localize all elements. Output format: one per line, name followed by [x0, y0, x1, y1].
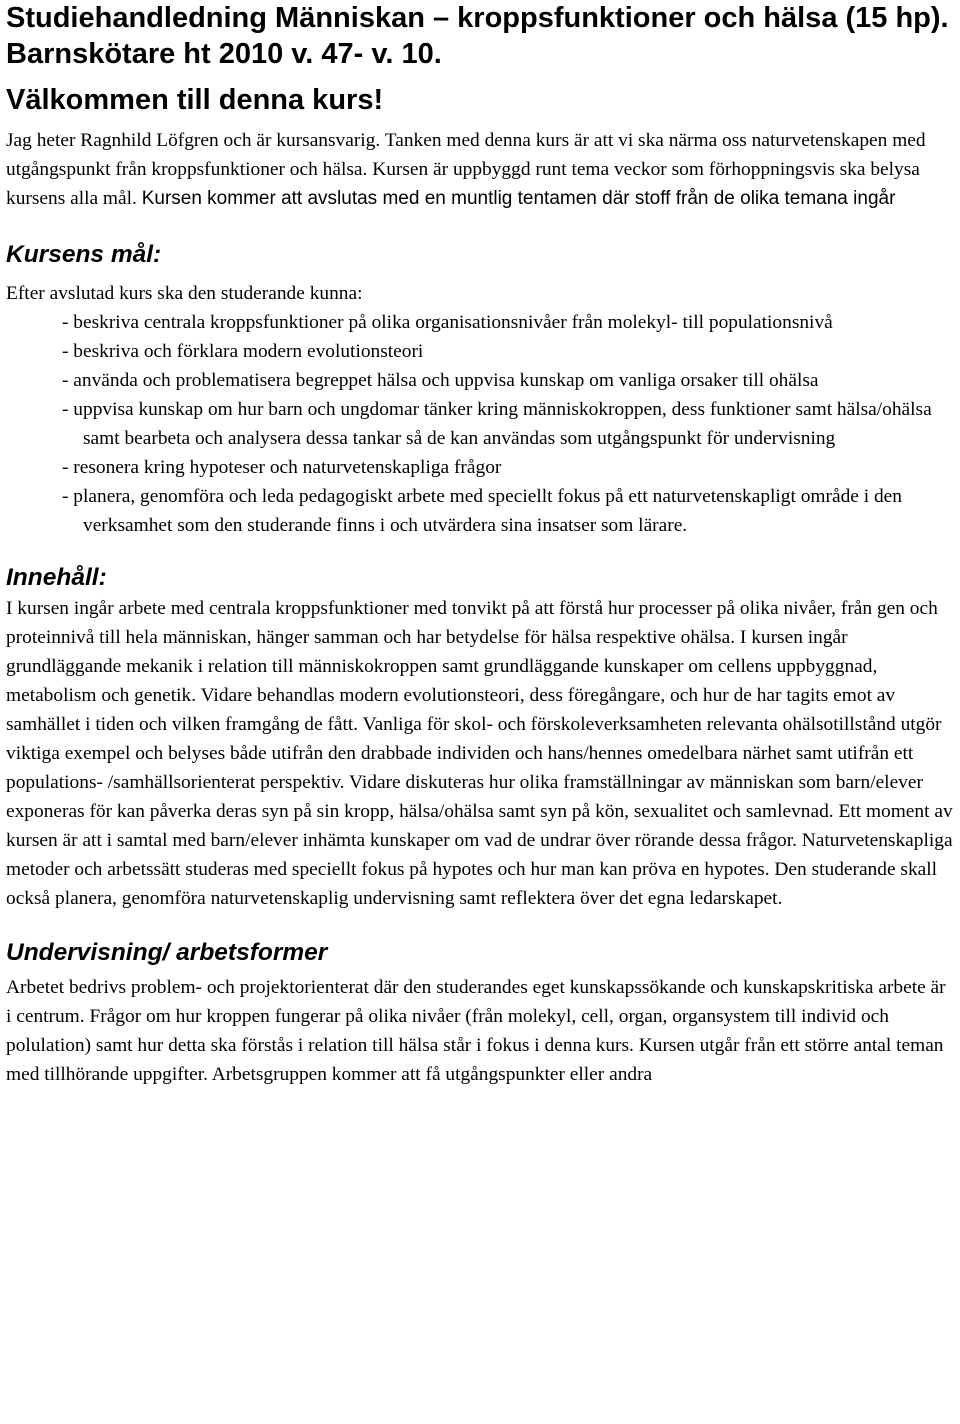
teaching-text: Arbetet bedrivs problem- och projektorienterat där den studerandes eget kunskapssökande och kunskapskritiska arbete är i centrum. Frågor om hur kroppen fungerar på olika nivåer (från molekyl, cell, organ, organsystem till individ och polulation) samt hur detta ska förstås i relation till hälsa står i fokus i denna kurs. Kursen utgår från ett större antal teman med tillhörande uppgifter. Arbetsgruppen kommer att få utgångspunkter eller andra: [6, 977, 946, 1085]
goal-item: - beskriva centrala kroppsfunktioner på olika organisationsnivåer från molekyl- till populationsnivå: [62, 312, 833, 333]
welcome-heading: Välkommen till denna kurs!: [6, 84, 384, 116]
teaching-heading: Undervisning/ arbetsformer: [6, 939, 328, 966]
goal-item: - resonera kring hypoteser och naturvetenskapliga frågor: [62, 457, 502, 478]
goal-item: - beskriva och förklara modern evolutionsteori: [62, 341, 424, 362]
goals-list: [6, 308, 954, 540]
content-paragraph: I kursen ingår arbete med centrala kroppsfunktioner med tonvikt på att förstå hur processer på olika nivåer, från gen och proteinnivå till hela människan, hänger samman och har betydelse för hälsa respektive ohälsa. I kursen ingår grundläggande mekanik i relation till människokroppen samt grundläggande kunskaper om cellens uppbyggnad, metabolism och genetik. Vidare behandlas modern evolutionsteori, dess föregångare, och hur de har tagits emot av samhället i tiden och vilken framgång de fått. Vanliga för skol- och förskoleverksamheten relevanta ohälsotillstånd utgör viktiga exempel och belyses både utifrån den drabbade individen och hans/hennes omedelbara närhet samt utifrån ett populations- /samhällsorienterat perspektiv. Vidare diskuteras hur olika framställningar av människan som barn/elever exponeras för kan påverka deras syn på sin kropp, hälsa/ohälsa samt syn på kön, sexualitet och samlevnad. Ett moment av kursen är att i samtal med barn/elever inhämta kunskaper om vad de undrar över rörande dessa frågor. Naturvetenskapliga metoder och arbetssätt studeras med speciellt fokus på hypotes och hur man kan pröva en hypotes. Den studerande skall också planera, genomföra naturvetenskaplig undervisning samt reflektera över det egna ledarskapet.: [6, 598, 953, 909]
goal-item: - planera, genomföra och leda pedagogiskt arbete med speciellt fokus på ett naturvetenskapligt område i den verksamhet som den studerande finns i och utvärdera sina insatser som lärare.: [62, 486, 902, 536]
intro-text-part2: Kursen kommer att avslutas med en muntlig tentamen där stoff från de olika temana ingår: [141, 188, 896, 209]
goal-item: - använda och problematisera begreppet hälsa och uppvisa kunskap om vanliga orsaker till ohälsa: [62, 370, 819, 391]
teaching-paragraph: [6, 973, 954, 1089]
goal-item: - uppvisa kunskap om hur barn och ungdomar tänker kring människokroppen, dess funktioner samt hälsa/ohälsa samt bearbeta och analysera dessa tankar så de kan användas som utgångspunkt för undervisning: [62, 399, 932, 449]
document-title: Studiehandledning Människan – kroppsfunktioner och hälsa (15 hp). Barnskötare ht 2010 v. 47- v. 10.: [6, 2, 949, 70]
goals-lead: Efter avslutad kurs ska den studerande kunna:: [6, 283, 363, 304]
goals-heading: Kursens mål:: [6, 241, 162, 268]
intro-paragraph: [6, 126, 954, 213]
content-heading: Innehåll:: [6, 564, 107, 591]
intro-text-part1: Jag heter Ragnhild Löfgren och är kursansvarig. Tanken med denna kurs är att vi ska närma oss naturvetenskapen med utgångspunkt från kroppsfunktioner och hälsa. Kursen är uppbyggd runt tema veckor som förhoppningsvis ska belysa kursens alla mål.: [6, 130, 926, 209]
